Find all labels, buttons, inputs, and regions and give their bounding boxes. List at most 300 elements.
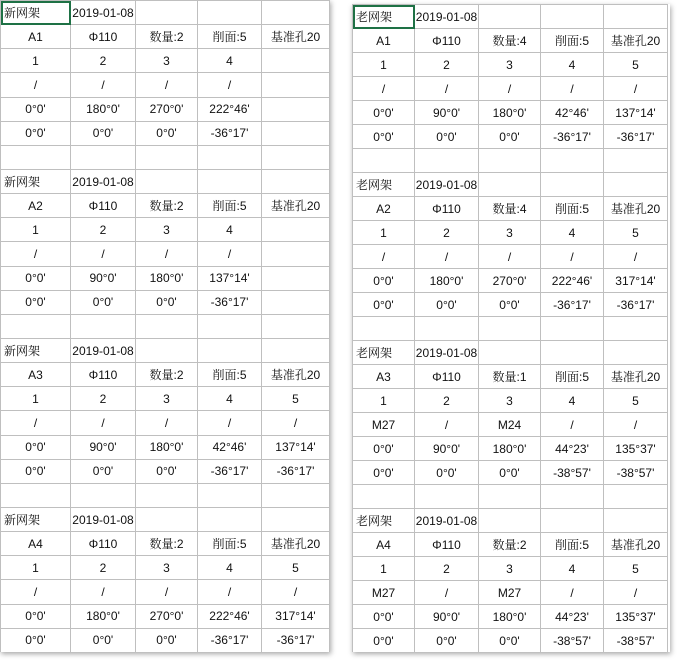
grid-cell[interactable]: / <box>604 245 668 269</box>
grid-cell[interactable]: Φ110 <box>71 194 136 218</box>
grid-cell[interactable]: 基准孔20 <box>604 29 668 53</box>
grid-cell[interactable]: / <box>415 413 479 437</box>
cell-network-label[interactable]: 新网架 <box>1 169 71 193</box>
cell-empty[interactable] <box>353 149 415 173</box>
cell-empty[interactable] <box>198 338 262 362</box>
grid-cell[interactable]: / <box>604 581 668 605</box>
grid-cell[interactable]: 0°0' <box>479 293 541 317</box>
grid-cell[interactable]: / <box>1 73 71 97</box>
table-row <box>353 197 668 221</box>
right-spreadsheet-grid <box>352 4 668 652</box>
cell-network-label[interactable]: 老网架 <box>353 341 415 365</box>
grid-cell[interactable]: 5 <box>262 556 330 580</box>
grid-cell[interactable]: 5 <box>604 53 668 77</box>
grid-cell[interactable]: 基准孔20 <box>262 25 330 49</box>
grid-cell[interactable]: 44°23' <box>541 437 604 461</box>
block-header-row <box>353 341 668 365</box>
grid-cell[interactable]: / <box>136 73 198 97</box>
grid-cell[interactable]: / <box>136 411 198 435</box>
cell-date[interactable]: 2019-01-08 <box>415 5 479 29</box>
grid-cell[interactable] <box>262 49 330 73</box>
grid-cell[interactable]: / <box>198 580 262 604</box>
grid-cell[interactable]: -36°17' <box>541 125 604 149</box>
grid-cell[interactable]: / <box>479 77 541 101</box>
cell-empty[interactable] <box>604 317 668 341</box>
grid-cell[interactable]: / <box>604 77 668 101</box>
grid-cell[interactable]: -36°17' <box>198 459 262 483</box>
grid-cell[interactable]: 2 <box>71 49 136 73</box>
grid-cell[interactable]: 削面:5 <box>198 532 262 556</box>
grid-cell[interactable]: A2 <box>353 197 415 221</box>
grid-cell[interactable]: 1 <box>353 221 415 245</box>
cell-empty[interactable] <box>353 485 415 509</box>
grid-cell[interactable]: 2 <box>415 221 479 245</box>
grid-cell[interactable]: / <box>262 580 330 604</box>
grid-cell[interactable]: 数量:2 <box>136 363 198 387</box>
grid-cell[interactable]: 180°0' <box>136 435 198 459</box>
grid-cell[interactable]: -36°17' <box>262 459 330 483</box>
grid-cell[interactable]: / <box>541 77 604 101</box>
table-row <box>1 242 330 266</box>
grid-cell[interactable]: 0°0' <box>136 628 198 652</box>
grid-cell[interactable]: 削面:5 <box>541 197 604 221</box>
cell-empty[interactable] <box>479 5 541 29</box>
cell-empty[interactable] <box>604 485 668 509</box>
grid-cell[interactable]: 90°0' <box>415 605 479 629</box>
grid-cell[interactable]: 数量:2 <box>136 25 198 49</box>
grid-cell[interactable]: -38°57' <box>604 461 668 485</box>
grid-cell[interactable]: -36°17' <box>541 293 604 317</box>
table-row <box>1 556 330 580</box>
grid-cell[interactable]: 3 <box>479 53 541 77</box>
table-row <box>353 605 668 629</box>
grid-cell[interactable]: -38°57' <box>541 629 604 653</box>
grid-cell[interactable]: 1 <box>1 387 71 411</box>
cell-empty[interactable] <box>604 509 668 533</box>
cell-empty[interactable] <box>604 173 668 197</box>
grid-cell[interactable]: 3 <box>479 389 541 413</box>
cell-empty[interactable] <box>136 314 198 338</box>
grid-cell[interactable] <box>262 121 330 145</box>
grid-cell[interactable]: / <box>198 242 262 266</box>
grid-cell[interactable]: Φ110 <box>415 365 479 389</box>
grid-cell[interactable]: -36°17' <box>198 290 262 314</box>
cell-empty[interactable] <box>262 338 330 362</box>
cell-date[interactable]: 2019-01-08 <box>415 173 479 197</box>
grid-cell[interactable]: / <box>1 411 71 435</box>
cell-empty[interactable] <box>415 149 479 173</box>
grid-cell[interactable]: 4 <box>541 557 604 581</box>
grid-cell[interactable]: -38°57' <box>541 461 604 485</box>
grid-cell[interactable]: / <box>541 581 604 605</box>
grid-cell[interactable]: 3 <box>136 49 198 73</box>
grid-cell[interactable]: 1 <box>353 53 415 77</box>
grid-cell[interactable]: / <box>479 245 541 269</box>
grid-cell[interactable]: / <box>1 242 71 266</box>
grid-cell[interactable]: / <box>71 411 136 435</box>
grid-cell[interactable]: A2 <box>1 194 71 218</box>
grid-cell[interactable]: 0°0' <box>479 629 541 653</box>
cell-empty[interactable] <box>136 338 198 362</box>
table-row <box>353 413 668 437</box>
grid-cell[interactable]: 1 <box>353 389 415 413</box>
grid-cell[interactable] <box>262 218 330 242</box>
grid-cell[interactable]: / <box>1 580 71 604</box>
cell-empty[interactable] <box>71 145 136 169</box>
cell-empty[interactable] <box>541 509 604 533</box>
grid-cell[interactable]: A1 <box>1 25 71 49</box>
grid-cell[interactable] <box>262 73 330 97</box>
cell-empty[interactable] <box>136 507 198 531</box>
grid-cell[interactable]: / <box>353 245 415 269</box>
cell-empty[interactable] <box>353 317 415 341</box>
cell-empty[interactable] <box>198 483 262 507</box>
grid-cell[interactable]: A4 <box>1 532 71 556</box>
cell-network-label[interactable]: 新网架 <box>1 338 71 362</box>
table-row <box>1 121 330 145</box>
grid-cell[interactable]: 135°37' <box>604 605 668 629</box>
grid-cell[interactable]: 180°0' <box>479 101 541 125</box>
grid-cell[interactable]: 削面:5 <box>198 363 262 387</box>
grid-cell[interactable]: 4 <box>198 218 262 242</box>
cell-network-label[interactable]: 老网架 <box>353 5 415 29</box>
cell-empty[interactable] <box>541 485 604 509</box>
grid-cell[interactable]: Φ110 <box>71 532 136 556</box>
grid-cell[interactable]: 270°0' <box>136 604 198 628</box>
cell-empty[interactable] <box>198 507 262 531</box>
cell-empty[interactable] <box>198 169 262 193</box>
table-row <box>353 53 668 77</box>
grid-cell[interactable]: 5 <box>604 221 668 245</box>
cell-network-label[interactable]: 老网架 <box>353 509 415 533</box>
grid-cell[interactable]: 2 <box>415 389 479 413</box>
grid-cell[interactable]: 0°0' <box>136 121 198 145</box>
grid-cell[interactable]: 0°0' <box>1 121 71 145</box>
grid-cell[interactable]: Φ110 <box>71 363 136 387</box>
grid-cell[interactable]: 1 <box>1 218 71 242</box>
cell-date[interactable]: 2019-01-08 <box>415 509 479 533</box>
table-row <box>353 245 668 269</box>
grid-cell[interactable]: 0°0' <box>71 628 136 652</box>
grid-cell[interactable]: 270°0' <box>479 269 541 293</box>
grid-cell[interactable]: A4 <box>353 533 415 557</box>
cell-date[interactable]: 2019-01-08 <box>71 338 136 362</box>
grid-cell[interactable]: 0°0' <box>71 459 136 483</box>
grid-cell[interactable]: 4 <box>198 556 262 580</box>
table-row <box>353 533 668 557</box>
cell-empty[interactable] <box>479 317 541 341</box>
grid-cell[interactable]: 137°14' <box>604 101 668 125</box>
cell-empty[interactable] <box>136 483 198 507</box>
grid-cell[interactable]: 90°0' <box>71 266 136 290</box>
grid-cell[interactable]: Φ110 <box>415 533 479 557</box>
cell-empty[interactable] <box>262 145 330 169</box>
table-row <box>1 25 330 49</box>
grid-cell[interactable]: 0°0' <box>1 266 71 290</box>
grid-cell[interactable]: 2 <box>71 556 136 580</box>
cell-empty[interactable] <box>198 145 262 169</box>
cell-empty[interactable] <box>1 145 71 169</box>
cell-empty[interactable] <box>541 317 604 341</box>
grid-cell[interactable]: / <box>541 413 604 437</box>
cell-empty[interactable] <box>136 145 198 169</box>
grid-cell[interactable]: 317°14' <box>604 269 668 293</box>
grid-cell[interactable]: 3 <box>479 221 541 245</box>
grid-cell[interactable]: 数量:4 <box>479 29 541 53</box>
cell-empty[interactable] <box>262 507 330 531</box>
grid-cell[interactable]: 基准孔20 <box>604 365 668 389</box>
cell-empty[interactable] <box>479 485 541 509</box>
cell-empty[interactable] <box>541 173 604 197</box>
table-row <box>353 293 668 317</box>
grid-cell[interactable]: / <box>198 73 262 97</box>
grid-cell[interactable]: 3 <box>479 557 541 581</box>
left-spreadsheet-grid <box>0 0 330 652</box>
grid-cell[interactable]: 44°23' <box>541 605 604 629</box>
grid-cell[interactable]: 3 <box>136 218 198 242</box>
grid-cell[interactable]: 4 <box>198 49 262 73</box>
grid-cell[interactable]: 0°0' <box>479 461 541 485</box>
cell-empty[interactable] <box>415 485 479 509</box>
grid-cell[interactable]: 0°0' <box>1 290 71 314</box>
grid-cell[interactable]: 4 <box>541 53 604 77</box>
grid-cell[interactable]: / <box>415 77 479 101</box>
grid-cell[interactable]: 3 <box>136 387 198 411</box>
grid-cell[interactable]: 2 <box>71 387 136 411</box>
grid-cell[interactable]: / <box>198 411 262 435</box>
cell-date[interactable]: 2019-01-08 <box>71 169 136 193</box>
grid-cell[interactable]: / <box>136 242 198 266</box>
grid-cell[interactable]: -36°17' <box>262 628 330 652</box>
grid-cell[interactable]: 0°0' <box>1 604 71 628</box>
cell-empty[interactable] <box>136 169 198 193</box>
cell-empty[interactable] <box>479 509 541 533</box>
grid-cell[interactable]: / <box>71 580 136 604</box>
grid-cell[interactable]: / <box>541 245 604 269</box>
grid-cell[interactable]: 0°0' <box>1 628 71 652</box>
grid-cell[interactable] <box>262 97 330 121</box>
cell-date[interactable]: 2019-01-08 <box>71 507 136 531</box>
cell-empty[interactable] <box>541 341 604 365</box>
spacer-row <box>353 317 668 341</box>
grid-cell[interactable]: -36°17' <box>604 125 668 149</box>
grid-cell[interactable]: 0°0' <box>136 290 198 314</box>
grid-cell[interactable]: 135°37' <box>604 437 668 461</box>
cell-empty[interactable] <box>541 5 604 29</box>
grid-cell[interactable]: 42°46' <box>541 101 604 125</box>
grid-cell[interactable]: 2 <box>71 218 136 242</box>
grid-cell[interactable]: -36°17' <box>198 628 262 652</box>
table-row <box>1 532 330 556</box>
grid-cell[interactable]: 数量:2 <box>136 194 198 218</box>
grid-cell[interactable]: 2 <box>415 557 479 581</box>
cell-empty[interactable] <box>604 149 668 173</box>
grid-cell[interactable]: 0°0' <box>353 125 415 149</box>
table-row <box>353 629 668 653</box>
cell-network-label[interactable]: 老网架 <box>353 173 415 197</box>
table-row <box>1 628 330 652</box>
grid-cell[interactable]: 基准孔20 <box>604 197 668 221</box>
grid-cell[interactable]: M27 <box>479 581 541 605</box>
cell-empty[interactable] <box>71 314 136 338</box>
grid-cell[interactable]: 180°0' <box>479 605 541 629</box>
cell-empty[interactable] <box>415 317 479 341</box>
grid-cell[interactable]: 基准孔20 <box>262 194 330 218</box>
cell-empty[interactable] <box>71 483 136 507</box>
grid-cell[interactable] <box>262 266 330 290</box>
grid-cell[interactable]: 0°0' <box>353 269 415 293</box>
cell-date[interactable]: 2019-01-08 <box>415 341 479 365</box>
block-header-row <box>353 509 668 533</box>
grid-cell[interactable]: A3 <box>353 365 415 389</box>
grid-cell[interactable]: 0°0' <box>1 97 71 121</box>
cell-empty[interactable] <box>604 5 668 29</box>
grid-cell[interactable]: / <box>136 580 198 604</box>
grid-cell[interactable]: 数量:4 <box>479 197 541 221</box>
grid-cell[interactable]: 基准孔20 <box>262 532 330 556</box>
grid-cell[interactable]: 90°0' <box>415 437 479 461</box>
grid-cell[interactable]: 1 <box>1 49 71 73</box>
grid-cell[interactable]: 0°0' <box>353 437 415 461</box>
grid-cell[interactable]: 5 <box>604 389 668 413</box>
grid-cell[interactable]: 1 <box>353 557 415 581</box>
grid-cell[interactable]: 削面:5 <box>541 365 604 389</box>
grid-cell[interactable]: 数量:2 <box>479 533 541 557</box>
table-row <box>353 101 668 125</box>
grid-cell[interactable]: 270°0' <box>136 97 198 121</box>
grid-cell[interactable]: 0°0' <box>479 125 541 149</box>
grid-cell[interactable]: 削面:5 <box>198 194 262 218</box>
grid-cell[interactable]: 4 <box>541 221 604 245</box>
grid-cell[interactable] <box>262 290 330 314</box>
grid-cell[interactable]: 5 <box>604 557 668 581</box>
grid-cell[interactable]: A1 <box>353 29 415 53</box>
spacer-row <box>1 145 330 169</box>
grid-cell[interactable]: 4 <box>198 387 262 411</box>
grid-cell[interactable]: / <box>353 77 415 101</box>
grid-cell[interactable]: 42°46' <box>198 435 262 459</box>
cell-empty[interactable] <box>262 169 330 193</box>
grid-cell[interactable]: 222°46' <box>541 269 604 293</box>
grid-cell[interactable]: 0°0' <box>353 293 415 317</box>
table-row <box>1 266 330 290</box>
cell-empty[interactable] <box>262 1 330 25</box>
table-row <box>353 581 668 605</box>
grid-cell[interactable]: 222°46' <box>198 604 262 628</box>
cell-empty[interactable] <box>198 1 262 25</box>
grid-cell[interactable]: -36°17' <box>604 293 668 317</box>
grid-cell[interactable]: 0°0' <box>1 459 71 483</box>
grid-cell[interactable]: -38°57' <box>604 629 668 653</box>
grid-cell[interactable]: 180°0' <box>71 604 136 628</box>
cell-empty[interactable] <box>198 314 262 338</box>
grid-cell[interactable]: 180°0' <box>71 97 136 121</box>
grid-cell[interactable]: M27 <box>353 413 415 437</box>
grid-cell[interactable]: 222°46' <box>198 97 262 121</box>
grid-cell[interactable]: / <box>71 242 136 266</box>
cell-empty[interactable] <box>1 314 71 338</box>
cell-empty[interactable] <box>541 149 604 173</box>
grid-cell[interactable]: Φ110 <box>71 25 136 49</box>
cell-empty[interactable] <box>479 341 541 365</box>
grid-cell[interactable]: 0°0' <box>415 293 479 317</box>
cell-empty[interactable] <box>1 483 71 507</box>
left-sheet-panel <box>0 0 330 652</box>
cell-empty[interactable] <box>604 341 668 365</box>
grid-cell[interactable]: / <box>71 73 136 97</box>
grid-cell[interactable]: 4 <box>541 389 604 413</box>
grid-cell[interactable]: 0°0' <box>353 605 415 629</box>
grid-cell[interactable]: / <box>604 413 668 437</box>
grid-cell[interactable]: Φ110 <box>415 197 479 221</box>
grid-cell[interactable]: / <box>415 245 479 269</box>
grid-cell[interactable]: 180°0' <box>415 269 479 293</box>
grid-cell[interactable]: 基准孔20 <box>604 533 668 557</box>
cell-network-label[interactable]: 新网架 <box>1 1 71 25</box>
grid-cell[interactable]: 3 <box>136 556 198 580</box>
grid-cell[interactable]: 0°0' <box>353 101 415 125</box>
grid-cell[interactable]: 数量:2 <box>136 532 198 556</box>
grid-cell[interactable]: 0°0' <box>71 121 136 145</box>
grid-cell[interactable]: 数量:1 <box>479 365 541 389</box>
grid-cell[interactable]: 0°0' <box>71 290 136 314</box>
grid-cell[interactable]: M24 <box>479 413 541 437</box>
table-row <box>353 557 668 581</box>
grid-cell[interactable]: / <box>415 581 479 605</box>
grid-cell[interactable]: Φ110 <box>415 29 479 53</box>
grid-cell[interactable]: 180°0' <box>136 266 198 290</box>
grid-cell[interactable]: 0°0' <box>415 125 479 149</box>
cell-empty[interactable] <box>262 483 330 507</box>
table-row <box>353 29 668 53</box>
grid-cell[interactable]: A3 <box>1 363 71 387</box>
grid-cell[interactable]: 180°0' <box>479 437 541 461</box>
table-row <box>1 97 330 121</box>
grid-cell[interactable]: 0°0' <box>1 435 71 459</box>
grid-cell[interactable] <box>262 242 330 266</box>
grid-cell[interactable]: 317°14' <box>262 604 330 628</box>
grid-cell[interactable]: 基准孔20 <box>262 363 330 387</box>
grid-cell[interactable]: 5 <box>262 387 330 411</box>
grid-cell[interactable]: 90°0' <box>71 435 136 459</box>
grid-cell[interactable]: 0°0' <box>415 461 479 485</box>
cell-empty[interactable] <box>262 314 330 338</box>
table-row <box>1 49 330 73</box>
table-row <box>1 580 330 604</box>
grid-cell[interactable]: 0°0' <box>136 459 198 483</box>
grid-cell[interactable]: 削面:5 <box>198 25 262 49</box>
grid-cell[interactable]: 0°0' <box>353 629 415 653</box>
table-row <box>1 73 330 97</box>
grid-cell[interactable]: 削面:5 <box>541 29 604 53</box>
grid-cell[interactable]: M27 <box>353 581 415 605</box>
grid-cell[interactable]: 90°0' <box>415 101 479 125</box>
grid-cell[interactable]: 0°0' <box>353 461 415 485</box>
cell-date[interactable]: 2019-01-08 <box>71 1 136 25</box>
grid-cell[interactable]: / <box>262 411 330 435</box>
grid-cell[interactable]: -36°17' <box>198 121 262 145</box>
grid-cell[interactable]: 0°0' <box>415 629 479 653</box>
cell-empty[interactable] <box>136 1 198 25</box>
cell-empty[interactable] <box>479 149 541 173</box>
grid-cell[interactable]: 137°14' <box>198 266 262 290</box>
cell-network-label[interactable]: 新网架 <box>1 507 71 531</box>
grid-cell[interactable]: 137°14' <box>262 435 330 459</box>
grid-cell[interactable]: 2 <box>415 53 479 77</box>
grid-cell[interactable]: 1 <box>1 556 71 580</box>
cell-empty[interactable] <box>479 173 541 197</box>
grid-cell[interactable]: 削面:5 <box>541 533 604 557</box>
